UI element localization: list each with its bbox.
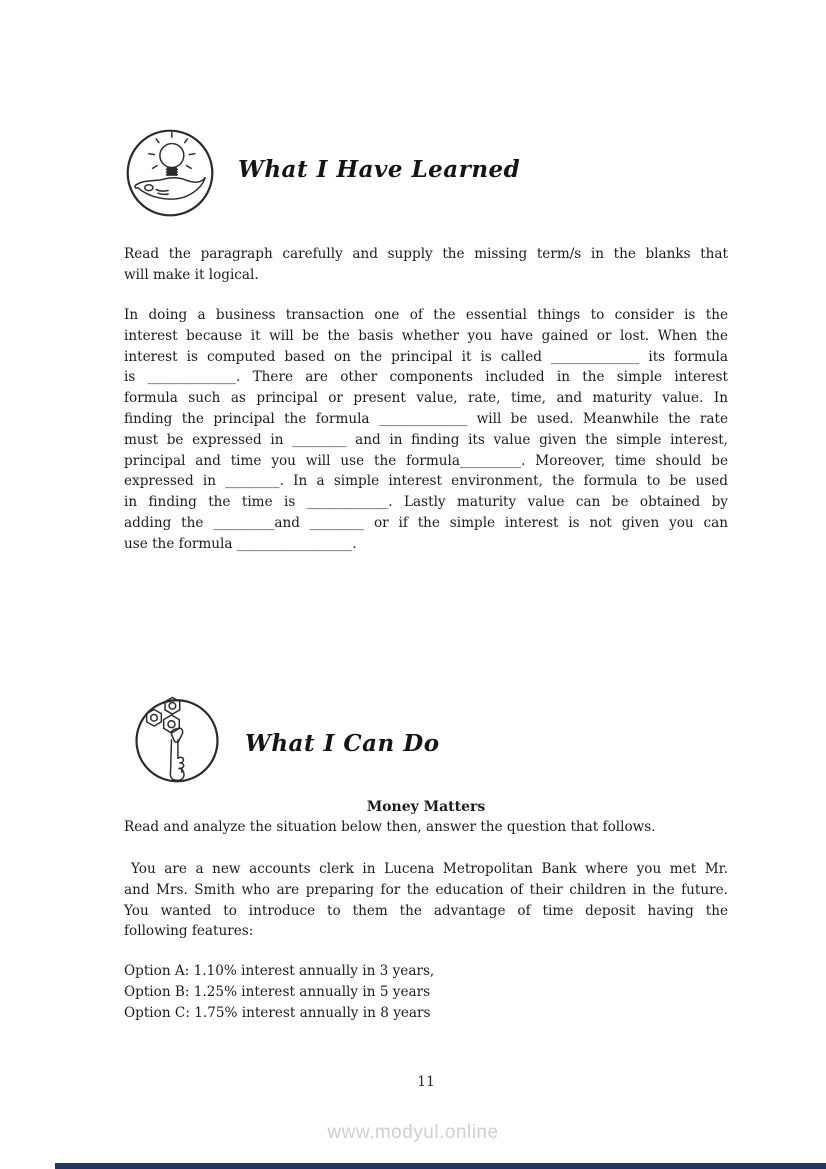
scenario-paragraph xyxy=(124,859,728,942)
watermark-url: www.modyul.online xyxy=(327,1122,499,1143)
text-line: You wanted to introduce to them the advantage of time deposit having the xyxy=(124,902,728,919)
text-line: finding the principal the formula _____________ will be used. Meanwhile the rate xyxy=(124,410,728,427)
text-line: interest because it will be the basis whether you have gained or lost. When the xyxy=(124,327,728,344)
text-line: Option B: 1.25% interest annually in 5 years xyxy=(124,983,431,1000)
options-list xyxy=(124,961,728,1023)
activity-instruction: Read and analyze the situation below then, answer the question that follows. xyxy=(124,819,656,835)
text-line: formula such as principal or present value, rate, time, and maturity value. In xyxy=(124,390,728,407)
lightbulb-in-hand-icon xyxy=(124,127,216,219)
text-line: In doing a business transaction one of the essential things to consider is the xyxy=(124,307,728,323)
text-line: is _____________. There are other components included in the simple interest xyxy=(124,369,728,386)
activity-title: Money Matters xyxy=(366,799,486,815)
text-line: Option C: 1.75% interest annually in 8 years xyxy=(124,1004,431,1021)
text-line: in finding the time is ____________. Lastly maturity value can be obtained by xyxy=(124,494,728,511)
text-line: and Mrs. Smith who are preparing for the education of their children in the future. xyxy=(124,881,728,898)
text-line: will make it logical. xyxy=(124,266,259,283)
footer-accent-bar xyxy=(55,1163,826,1169)
text-line: use the formula _________________. xyxy=(124,535,357,552)
gears-hand-icon xyxy=(131,692,223,784)
section-heading-what-i-have-learned: What I Have Learned xyxy=(238,156,521,183)
text-line: adding the _________and ________ or if the simple interest is not given you can xyxy=(124,514,728,531)
text-line: principal and time you will use the formula_________. Moreover, time should be xyxy=(124,452,728,469)
page-number: 11 xyxy=(417,1074,435,1090)
text-line: Option A: 1.10% interest annually in 3 years, xyxy=(124,963,435,979)
text-line: must be expressed in ________ and in finding its value given the simple interest, xyxy=(124,431,728,448)
text-line: Read the paragraph carefully and supply the missing term/s in the blanks that xyxy=(124,246,728,262)
section-heading-what-i-can-do: What I Can Do xyxy=(245,730,440,757)
intro-paragraph xyxy=(124,244,728,286)
fill-in-the-blanks-paragraph xyxy=(124,305,728,555)
text-line: expressed in ________. In a simple interest environment, the formula to be used xyxy=(124,473,728,490)
text-line: You are a new accounts clerk in Lucena Metropolitan Bank where you met Mr. xyxy=(131,861,728,877)
text-line: interest is computed based on the principal it is called _____________ its formula xyxy=(124,348,728,365)
text-line: following features: xyxy=(124,923,254,940)
